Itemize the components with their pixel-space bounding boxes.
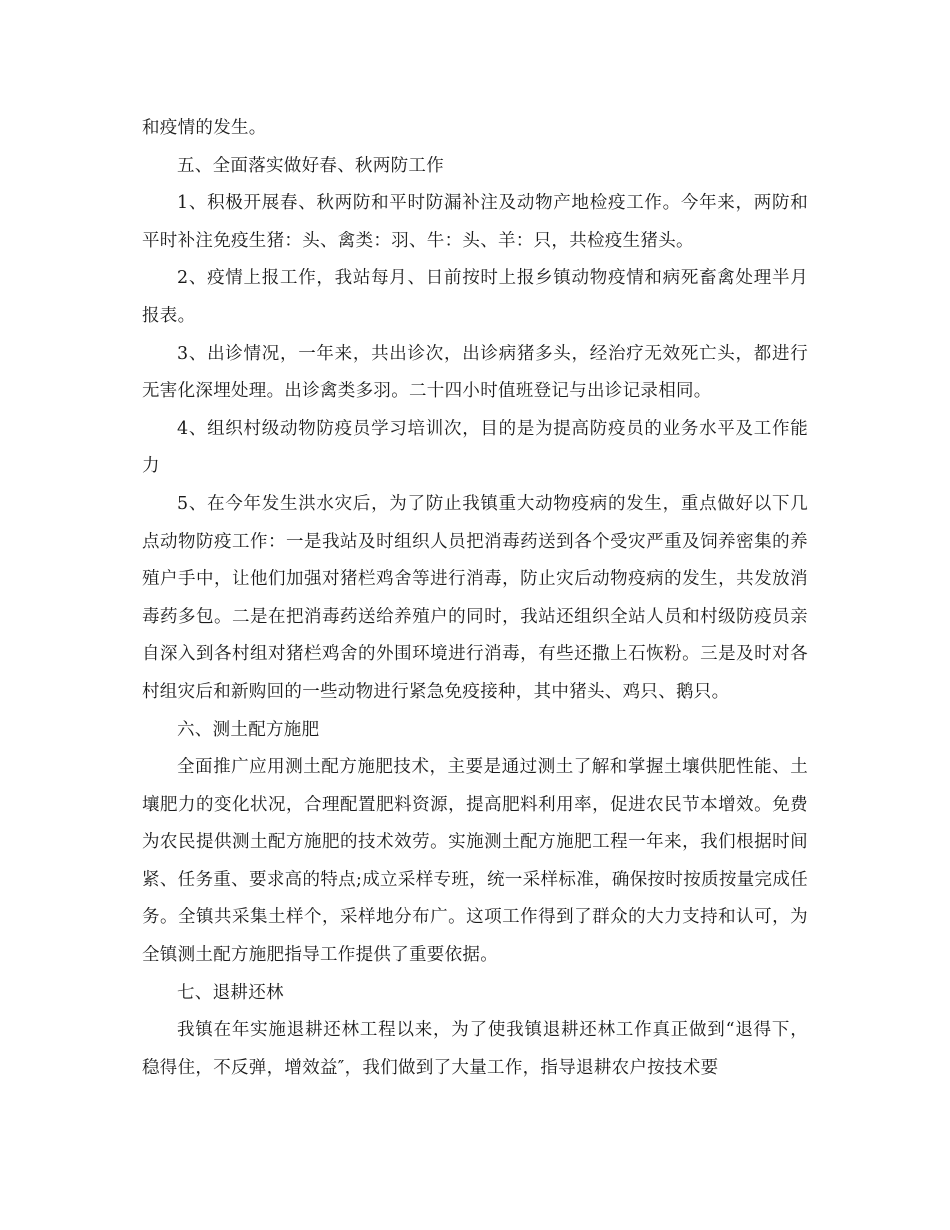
paragraph-item-2: 2、疫情上报工作，我站每月、日前按时上报乡镇动物疫情和病死畜禽处理半月报表。 bbox=[142, 268, 808, 326]
paragraph-soil-testing: 全面推广应用测土配方施肥技术，主要是通过测土了解和掌握土壤供肥性能、土壤肥力的变化状况，合理配置肥料资源，提高肥料利用率，促进农民节本增效。免费为农民提供测土配方施肥的技术效劳。实施测土配方施肥工程一年来，我们根据时间紧、任务重、要求高的特点;成立采样专班，统一采样标准，确保按时按质按量完成任务。全镇共采集土样个，采样地分布广。这项工作得到了群众的大力支持和认可，为全镇测土配方施肥指导工作提供了重要依据。 bbox=[142, 757, 808, 966]
paragraph-continuation: 和疫情的发生。 bbox=[142, 118, 267, 138]
section-heading-five: 五、全面落实做好春、秋两防工作 bbox=[177, 155, 444, 176]
paragraph-reforestation: 我镇在年实施退耕还林工程以来，为了使我镇退耕还林工作真正做到“退得下，稳得住，不反弹，增效益″，我们做到了大量工作，指导退耕农户按技术要 bbox=[142, 1020, 808, 1078]
paragraph-item-4: 4、组织村级动物防疫员学习培训次，目的是为提高防疫员的业务水平及工作能力 bbox=[142, 418, 808, 477]
paragraph-item-3: 3、出诊情况，一年来，共出诊次，出诊病猪多头，经治疗无效死亡头，都进行无害化深埋处理。出诊禽类多羽。二十四小时值班登记与出诊记录相同。 bbox=[142, 343, 808, 402]
paragraph-item-5: 5、在今年发生洪水灾后，为了防止我镇重大动物疫病的发生，重点做好以下几点动物防疫工作：一是我站及时组织人员把消毒药送到各个受灾严重及饲养密集的养殖户手中，让他们加强对猪栏鸡舍等进行消毒，防止灾后动物疫病的发生，共发放消毒药多包。二是在把消毒药送给养殖户的同时，我站还组织全站人员和村级防疫员亲自深入到各村组对猪栏鸡舍的外围环境进行消毒，有些还撒上石恢粉。三是及时对各村组灾后和新购回的一些动物进行紧急免疫接种，其中猪头、鸡只、鹅只。 bbox=[142, 493, 808, 702]
paragraph-item-1: 1、积极开展春、秋两防和平时防漏补注及动物产地检疫工作。今年来，两防和平时补注免疫生猪：头、禽类：羽、牛：头、羊：只，共检疫生猪头。 bbox=[142, 193, 808, 251]
section-heading-seven: 七、退耕还林 bbox=[177, 982, 284, 1003]
section-heading-six: 六、测土配方施肥 bbox=[177, 719, 320, 740]
document-page bbox=[142, 110, 808, 1087]
